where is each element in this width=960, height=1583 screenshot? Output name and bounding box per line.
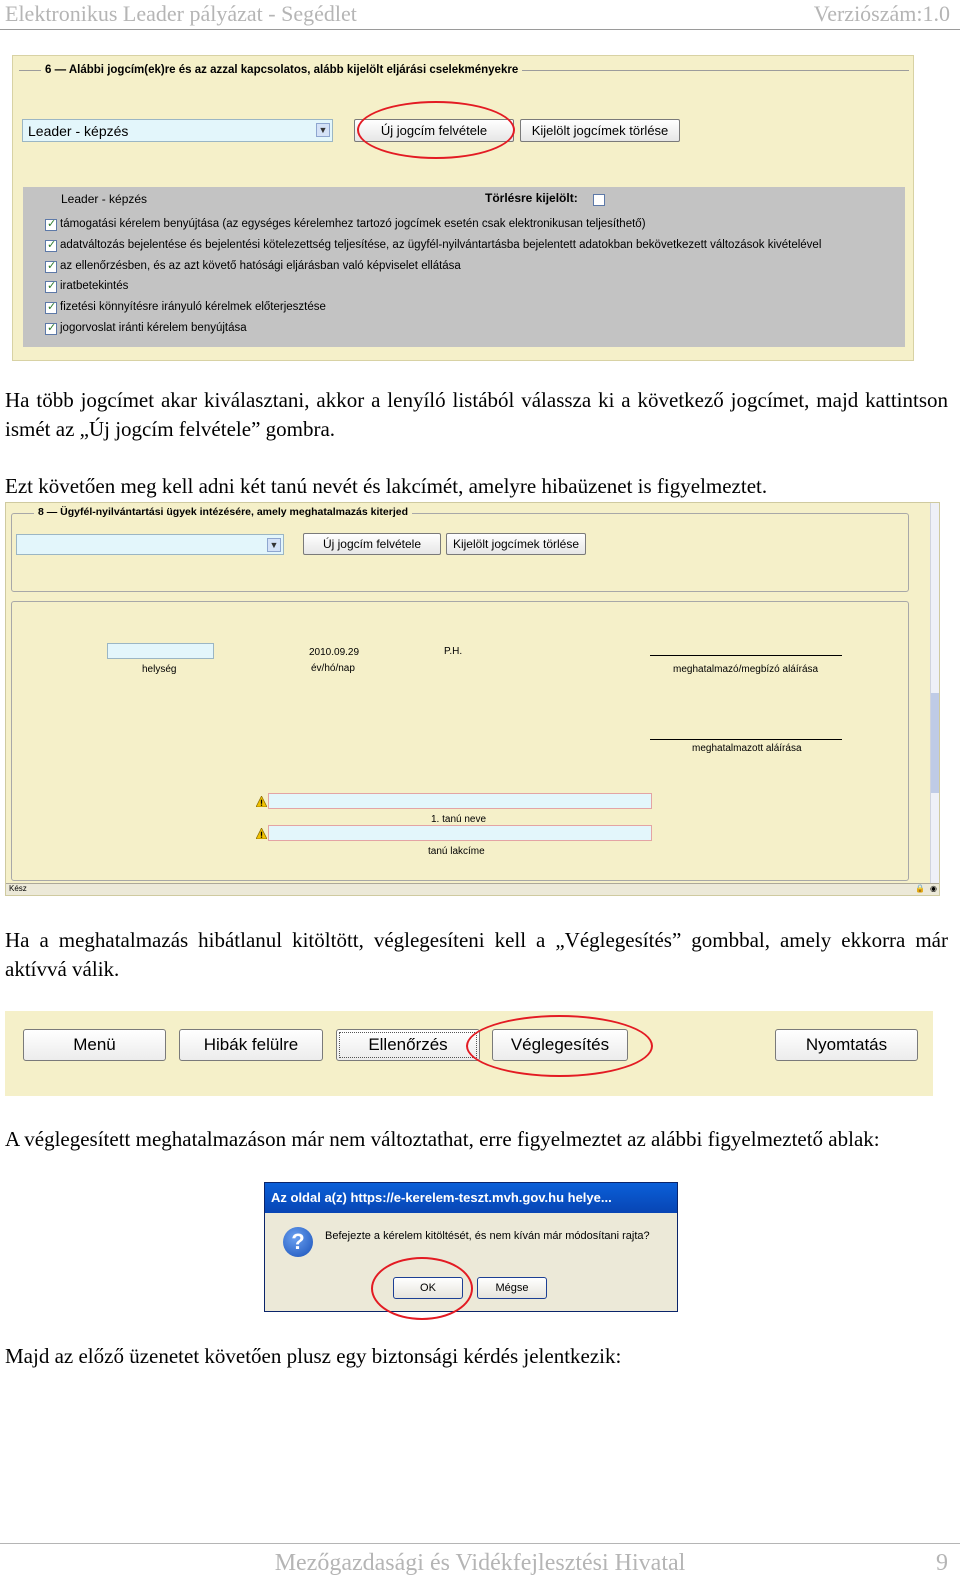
jogcim-select[interactable] — [22, 119, 333, 142]
warning-icon — [256, 828, 267, 839]
paragraph-1: Ha több jogcímet akar kiválasztani, akkor a lenyíló listából válassza ki a következő jogcímet, majd kattintson ismét az „Új jogcím felvétele” gombra. — [5, 388, 948, 441]
item-checkbox[interactable] — [45, 240, 57, 252]
place-input[interactable] — [107, 643, 214, 659]
screenshot-witness-form — [5, 502, 940, 896]
new-jogcim-button[interactable]: Új jogcím felvétele — [303, 533, 441, 555]
delete-selected-button[interactable]: Kijelölt jogcímek törlése — [446, 533, 586, 555]
menu-button[interactable]: Menü — [23, 1029, 166, 1061]
witness-name-label: 1. tanú neve — [431, 814, 487, 825]
item-label: iratbetekintés — [60, 280, 129, 292]
delete-mark-checkbox[interactable] — [593, 194, 605, 206]
new-jogcim-button[interactable]: Új jogcím felvétele — [354, 119, 514, 142]
delete-mark-label: Törlésre kijelölt: — [485, 191, 578, 205]
witness-address-input[interactable] — [268, 825, 652, 841]
header-version: Verziószám:1.0 — [813, 1, 950, 26]
errors-top-button[interactable]: Hibák felülre — [179, 1029, 323, 1061]
status-bar — [6, 883, 939, 895]
paragraph-2: Ezt követően meg kell adni két tanú nevét és lakcímét, amelyre hibaüzenet is figyelmeztet. — [5, 474, 768, 498]
scrollbar[interactable] — [930, 503, 939, 883]
item-checkbox[interactable] — [45, 281, 57, 293]
item-label: az ellenőrzésben, és az azt követő hatósági eljárásban való képviselet ellátása — [60, 260, 461, 272]
ok-button[interactable]: OK — [393, 1277, 463, 1299]
page-footer — [0, 1543, 960, 1583]
dialog-titlebar — [265, 1183, 677, 1213]
date-label: év/hó/nap — [311, 663, 355, 674]
check-button[interactable]: Ellenőrzés — [336, 1029, 480, 1061]
globe-icon: ◉ — [930, 884, 937, 893]
list-title: Leader - képzés — [61, 192, 148, 206]
header-title: Elektronikus Leader pályázat - Segédlet — [5, 1, 357, 26]
chevron-down-icon[interactable]: ▼ — [316, 123, 330, 137]
item-label: támogatási kérelem benyújtása (az egységes kérelemhez tartozó jogcímek esetén csak elektronikusan teljesíthető) — [60, 218, 646, 230]
item-checkbox[interactable] — [45, 261, 57, 273]
signature-label-2: meghatalmazott aláírása — [692, 743, 802, 754]
item-checkbox[interactable] — [45, 219, 57, 231]
paragraph-3: Ha a meghatalmazás hibátlanul kitöltött, véglegesíteni kell a „Véglegesítés” gombbal, amely ekkorra már aktívvá válik. — [5, 928, 948, 981]
status-text: Kész — [9, 884, 27, 893]
cancel-button[interactable]: Mégse — [477, 1277, 547, 1299]
delete-selected-button[interactable]: Kijelölt jogcímek törlése — [520, 119, 680, 142]
warning-icon — [256, 796, 267, 807]
witness-name-input[interactable] — [268, 793, 652, 809]
signature-label-1: meghatalmazó/megbízó aláírása — [673, 664, 819, 675]
finalize-button[interactable]: Véglegesítés — [492, 1029, 628, 1061]
signature-line — [650, 655, 842, 656]
date-value: 2010.09.29 — [309, 647, 360, 658]
print-button[interactable]: Nyomtatás — [775, 1029, 918, 1061]
dialog-title: Az oldal a(z) https://e-kerelem-teszt.mvh.gov.hu helye... — [271, 1190, 612, 1205]
paragraph-5: Majd az előző üzenetet követően plusz egy biztonsági kérdés jelentkezik: — [5, 1344, 622, 1368]
footer-organization: Mezőgazdasági és Vidékfejlesztési Hivatal — [274, 1550, 686, 1576]
question-icon: ? — [283, 1227, 313, 1257]
item-label: jogorvoslat iránti kérelem benyújtása — [60, 322, 247, 334]
item-checkbox[interactable] — [45, 302, 57, 314]
page-header — [0, 0, 960, 30]
screenshot-jogcim-selection — [12, 55, 914, 361]
chevron-down-icon[interactable]: ▼ — [267, 538, 281, 552]
page-number: 9 — [936, 1550, 948, 1576]
scrollbar-thumb[interactable] — [931, 693, 939, 793]
signature-line — [650, 739, 842, 740]
screenshot-action-buttons — [5, 1011, 933, 1096]
paragraph-4: A véglegesített meghatalmazáson már nem változtathat, erre figyelmeztet az alábbi figyelmeztető ablak: — [5, 1127, 880, 1151]
lock-icon: 🔒 — [915, 884, 925, 893]
fieldset-legend: 8 — Ügyfél-nyilvántartási ügyek intézésére, amely meghatalmazás kiterjed — [34, 506, 412, 518]
jogcim-list — [23, 187, 905, 347]
jogcim-select[interactable] — [16, 534, 284, 555]
witness-address-label: tanú lakcíme — [428, 846, 485, 857]
fieldset-legend: 6 — Alábbi jogcím(ek)re és az azzal kapcsolatos, alább kijelölt eljárási cselekményekre — [41, 64, 522, 76]
dialog-message: Befejezte a kérelem kitöltését, és nem kíván már módosítani rajta? — [325, 1230, 650, 1242]
item-label: adatváltozás bejelentése és bejelentési kötelezettség teljesítése, az ügyfél-nyilvántartásba bejelentett adatokban bekövetkezett változások kivételével — [60, 239, 822, 251]
jogcim-select-value: Leader - képzés — [28, 123, 129, 139]
ph-label: P.H. — [444, 646, 463, 657]
screenshot-confirm-dialog — [264, 1182, 678, 1312]
place-label: helység — [142, 664, 177, 675]
item-label: fizetési könnyítésre irányuló kérelmek előterjesztése — [60, 301, 326, 313]
item-checkbox[interactable] — [45, 323, 57, 335]
